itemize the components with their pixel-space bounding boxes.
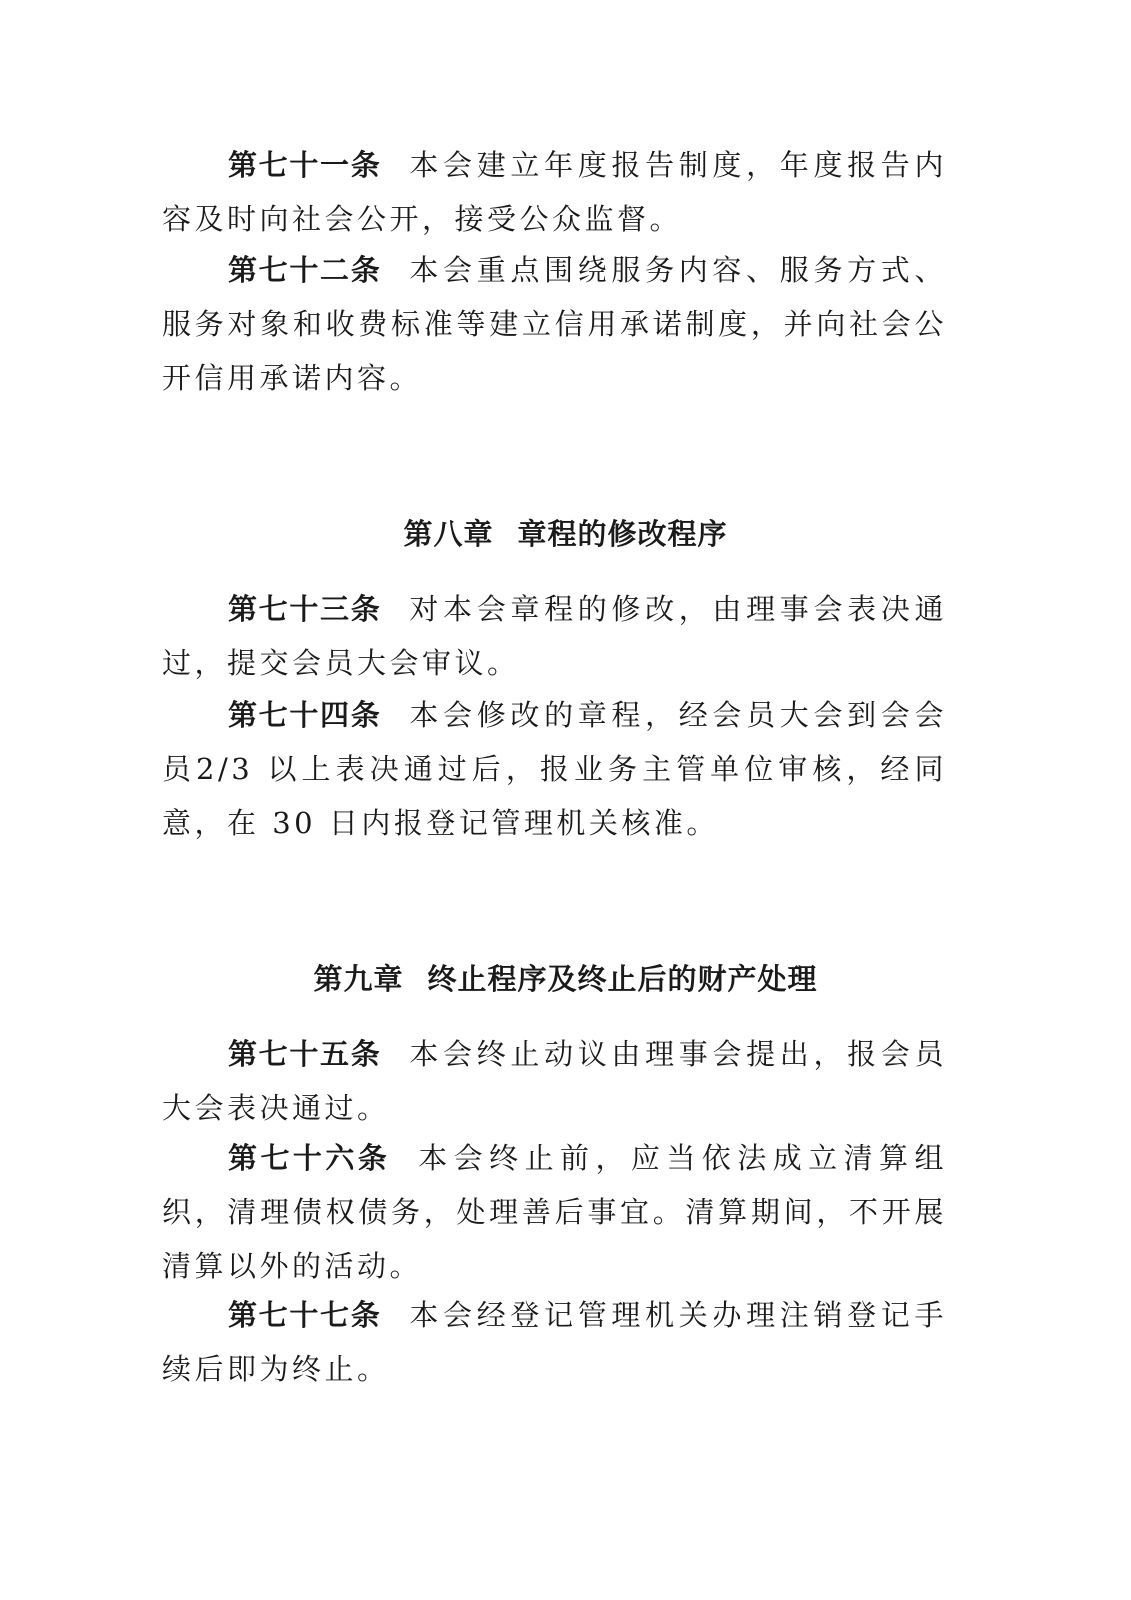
chapter-9-heading [0, 957, 1131, 998]
article-number: 第七十一条 [228, 148, 382, 182]
article-text: 本会建立年度报告制度，年度报告内容及时向社会公开，接受公众监督。 [162, 148, 947, 236]
article-number: 第七十七条 [228, 1298, 382, 1332]
chapter-number: 第八章 [403, 517, 494, 551]
chapter-8-heading [0, 512, 1131, 553]
article-number: 第七十六条 [228, 1141, 391, 1175]
article-number: 第七十五条 [228, 1037, 382, 1071]
article-71 [162, 138, 947, 246]
article-77 [162, 1288, 947, 1396]
article-number: 第七十二条 [228, 253, 382, 287]
article-74 [162, 688, 947, 850]
chapter-title: 终止程序及终止后的财产处理 [427, 962, 818, 996]
article-text: 本会终止前，应当依法成立清算组织，清理债权债务，处理善后事宜。清算期间，不开展清算以外的活动。 [162, 1141, 947, 1283]
article-72 [162, 243, 947, 405]
article-text: 对本会章程的修改，由理事会表决通过，提交会员大会审议。 [162, 592, 947, 680]
article-73 [162, 582, 947, 690]
article-text: 本会经登记管理机关办理注销登记手续后即为终止。 [162, 1298, 947, 1386]
chapter-title: 章程的修改程序 [517, 517, 728, 551]
chapter-number: 第九章 [313, 962, 404, 996]
article-number: 第七十四条 [228, 698, 382, 732]
article-text: 本会重点围绕服务内容、服务方式、服务对象和收费标准等建立信用承诺制度，并向社会公开信用承诺内容。 [162, 253, 947, 395]
article-76 [162, 1131, 947, 1293]
article-75 [162, 1027, 947, 1135]
article-text: 本会修改的章程，经会员大会到会会员2/3 以上表决通过后，报业务主管单位审核，经同意，在 30 日内报登记管理机关核准。 [162, 698, 947, 840]
article-number: 第七十三条 [228, 592, 382, 626]
article-text: 本会终止动议由理事会提出，报会员大会表决通过。 [162, 1037, 947, 1125]
